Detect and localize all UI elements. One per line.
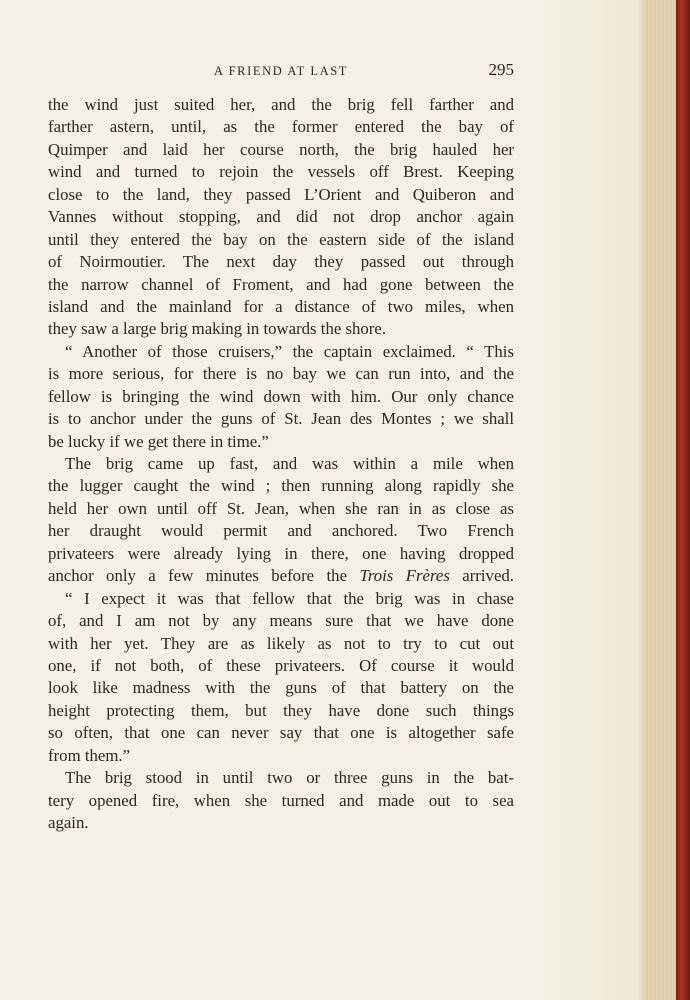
text-segment: anchor only a few minutes before the	[48, 566, 360, 586]
text-line: the narrow channel of Froment, and had gone between the	[48, 274, 514, 294]
text-line: wind and turned to rejoin the vessels off Brest. Keeping	[48, 162, 514, 182]
text-line: the wind just suited her, and the brig fell farther and	[48, 95, 514, 114]
text-line: close to the land, they passed L’Orient and Quiberon and	[48, 184, 514, 204]
text-line: so often, that one can never say that one is altogether safe	[48, 723, 514, 743]
text-line: of Noirmoutier. The next day they passed out through	[48, 252, 514, 272]
text-line: with her yet. They are as likely as not to try to cut out	[48, 633, 514, 653]
text-line: The brig stood in until two or three guns in the bat-	[65, 768, 514, 788]
text-line: farther astern, until, as the former entered the bay of	[48, 117, 514, 137]
text-line: privateers were already lying in there, one having dropped	[48, 543, 514, 563]
text-line: her draught would permit and anchored. Two French	[48, 521, 514, 541]
text-line: one, if not both, of these privateers. Of course it would	[48, 655, 514, 675]
text-line: held her own until off St. Jean, when she ran in as close as	[48, 498, 514, 518]
text-line: is to anchor under the guns of St. Jean des Montes ; we shall	[48, 409, 514, 429]
page-header	[48, 60, 514, 82]
text-line: from them.”	[48, 745, 131, 765]
text-line: Quimper and laid her course north, the brig hauled her	[48, 139, 514, 159]
text-line: look like madness with the guns of that battery on the	[48, 678, 514, 698]
text-line: “ Another of those cruisers,” the captain exclaimed. “ This	[65, 341, 514, 361]
running-title: A FRIEND AT LAST	[213, 64, 349, 78]
paragraph	[48, 453, 514, 588]
text-line: The brig came up fast, and was within a mile when	[65, 454, 514, 473]
text-line: they saw a large brig making in towards the shore.	[48, 319, 387, 339]
text-line: height protecting them, but they have done such things	[48, 700, 514, 720]
ship-name: Trois Frères	[359, 566, 450, 586]
text-line: “ I expect it was that fellow that the brig was in chase	[65, 588, 514, 608]
text-line: is more serious, for there is no bay we can run into, and the	[48, 364, 514, 384]
paragraph	[48, 94, 514, 341]
text-line: until they entered the bay on the eastern side of the island	[48, 229, 514, 249]
text-line: fellow is bringing the wind down with him. Our only chance	[48, 386, 514, 406]
text-segment: arrived.	[449, 566, 514, 586]
text-line: Vannes without stopping, and did not drop anchor again	[48, 207, 514, 227]
text-line: of, and I am not by any means sure that we have done	[48, 611, 514, 631]
text-line: tery opened fire, when she turned and made out to sea	[48, 790, 514, 810]
paragraph	[48, 341, 514, 453]
page-number: 295	[488, 60, 514, 79]
book-edge	[636, 0, 690, 1000]
paragraph	[48, 588, 514, 768]
paragraph	[48, 767, 514, 834]
text-line: the lugger caught the wind ; then running along rapidly she	[48, 476, 514, 496]
text-line: island and the mainland for a distance of two miles, when	[48, 296, 514, 316]
text-line: be lucky if we get there in time.”	[48, 431, 269, 451]
body-text	[48, 94, 514, 834]
text-line: again.	[48, 813, 89, 832]
text-line	[48, 565, 514, 587]
